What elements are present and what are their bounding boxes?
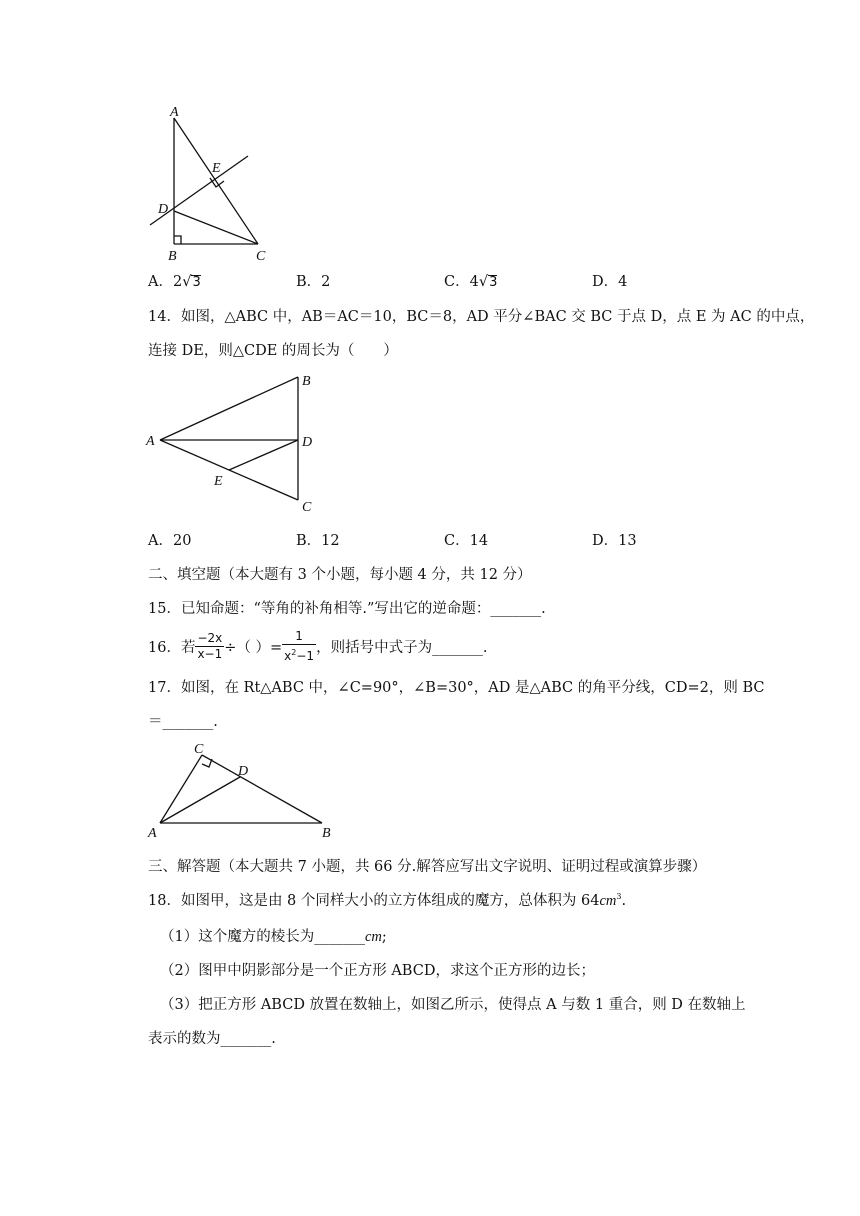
section-answer-heading: 三、解答题（本大题共 7 小题，共 66 分.解答应写出文字说明、证明过程或演算步骤） — [148, 859, 707, 875]
q14-label-b: B — [302, 374, 311, 389]
option-value: 4 — [618, 274, 628, 290]
q16-suffix: ，则括号中式子为_______. — [316, 639, 488, 656]
section-fill-in-heading: 二、填空题（本大题有 3 个小题，每小题 4 分，共 12 分） — [148, 567, 532, 583]
q18-unit-exponent: 3 — [616, 892, 622, 902]
q14-figure — [140, 365, 330, 520]
option-letter: C． — [444, 274, 470, 290]
q13-option-c: C．4√3 — [444, 274, 498, 290]
q17-line2: ＝_______. — [148, 714, 218, 730]
q14-option-c: C．14 — [444, 533, 489, 549]
q13-label-c: C — [256, 249, 266, 264]
q18-sub1-unit: cm — [364, 929, 382, 945]
option-letter: D． — [592, 274, 619, 290]
q16-den-exponent: 2 — [291, 647, 297, 657]
q17-figure — [140, 738, 350, 843]
q14-option-b: B．12 — [296, 533, 340, 549]
q13-label-a: A — [170, 105, 179, 120]
q18-line1-end: . — [621, 893, 627, 909]
option-radicand: 3 — [489, 275, 498, 290]
q17-label-b: B — [322, 826, 331, 841]
q18-line1 — [148, 889, 626, 910]
q16-fraction-2 — [282, 629, 316, 664]
q16-frac2-denominator — [282, 645, 316, 664]
option-value: 4 — [469, 274, 479, 290]
q14-label-e: E — [214, 474, 223, 489]
q16-frac2-numerator: 1 — [282, 629, 316, 645]
q13-option-d — [592, 270, 627, 291]
q18-unit: cm — [599, 893, 617, 909]
q14-option-a: A．20 — [148, 533, 192, 549]
option-radicand: 3 — [192, 275, 201, 290]
q16-den-base: x — [284, 648, 292, 663]
q16-fraction-1 — [195, 631, 224, 662]
q13-label-e: E — [212, 161, 221, 176]
q16-den-tail: −1 — [296, 648, 315, 663]
q18-line1-text: 18．如图甲，这是由 8 个同样大小的立方体组成的魔方，总体积为 64 — [148, 893, 600, 909]
q13-label-b: B — [168, 249, 177, 264]
q16-text — [148, 624, 487, 668]
option-letter: A． — [148, 274, 173, 290]
q18-sub1 — [160, 925, 387, 946]
q18-sub2: （2）图甲中阴影部分是一个正方形 ABCD，求这个正方形的边长； — [160, 963, 595, 979]
option-value: 2 — [172, 274, 183, 290]
q13-label-d: D — [158, 202, 169, 217]
q17-line1: 17．如图，在 Rt△ABC 中，∠C=90°，∠B=30°，AD 是△ABC 的角平分线，CD=2，则 BC — [148, 680, 765, 696]
q18-sub1-end: ; — [381, 929, 387, 945]
q16-frac1-numerator: −2x — [197, 630, 223, 645]
q16-prefix: 16．若 — [148, 639, 196, 656]
q17-label-c: C — [194, 742, 204, 757]
q14-line2: 连接 DE，则△CDE 的周长为（ ） — [148, 343, 398, 359]
q15-text: 15．已知命题：“等角的补角相等.”写出它的逆命题：_______. — [148, 601, 546, 617]
q14-line1: 14．如图，△ABC 中，AB＝AC＝10，BC＝8，AD 平分∠BAC 交 BC 于点 D，点 E 为 AC 的中点， — [148, 309, 815, 325]
q13-option-b — [296, 270, 330, 291]
q13-option-a: A．2√3 — [148, 274, 201, 290]
q13-figure — [140, 100, 270, 270]
option-value: 2 — [321, 274, 331, 290]
option-letter: B． — [296, 274, 322, 290]
q18-sub3-line2: 表示的数为_______. — [148, 1031, 276, 1047]
q14-label-d: D — [302, 435, 313, 450]
q16-frac1-denominator: x−1 — [197, 646, 223, 661]
q18-sub3: （3）把正方形 ABCD 放置在数轴上，如图乙所示，使得点 A 与数 1 重合，则 D 在数轴上 — [160, 997, 746, 1013]
q16-middle: ÷（ ）= — [224, 639, 283, 656]
q14-label-a: A — [146, 434, 155, 449]
q17-label-a: A — [148, 826, 157, 841]
q14-label-c: C — [302, 500, 312, 515]
q17-label-d: D — [238, 764, 249, 779]
q18-sub1-text: （1）这个魔方的棱长为_______ — [160, 929, 365, 945]
q14-option-d: D．13 — [592, 533, 637, 549]
